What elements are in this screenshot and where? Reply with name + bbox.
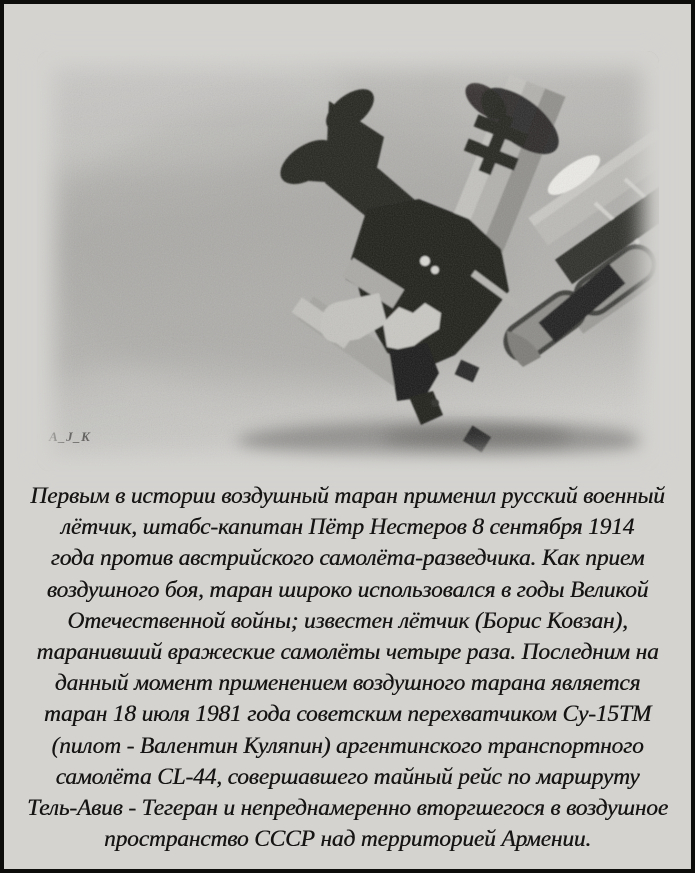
caption-text <box>4 481 691 855</box>
caption-line: лётчик, штабс-капитан Пётр Нестеров 8 сентября 1914 <box>60 514 635 541</box>
caption-line: года против австрийского самолёта-разведчика. Как прием <box>50 545 645 572</box>
caption-line: Тель-Авив - Тегеран и непреднамеренно вторгшегося в воздушное <box>27 795 668 822</box>
caption-line: таран 18 июля 1981 года советским перехватчиком Су-15ТМ <box>43 701 652 728</box>
caption-line: Первым в истории воздушный таран применил русский военный <box>30 483 665 509</box>
photo-aerial-ramming <box>37 51 659 471</box>
caption-line: таранивший вражеские самолёты четыре раза. Последним на <box>36 639 659 666</box>
caption-line: самолёта CL-44, совершавшего тайный рейс по маршруту <box>55 763 640 790</box>
collision-photo-illustration <box>37 51 659 471</box>
caption-line: Отечественной войны; известен лётчик (Борис Ковзан), <box>67 607 628 634</box>
caption-line: пространство СССР над территорией Армении. <box>103 826 592 853</box>
caption-line: воздушного боя, таран широко использовался в годы Великой <box>46 576 649 603</box>
caption-line: данный момент применением воздушного тарана является <box>54 670 641 697</box>
caption-line: (пилот - Валентин Куляпин) аргентинского транспортного <box>51 732 644 759</box>
photo-watermark: A_J_K <box>49 429 91 444</box>
